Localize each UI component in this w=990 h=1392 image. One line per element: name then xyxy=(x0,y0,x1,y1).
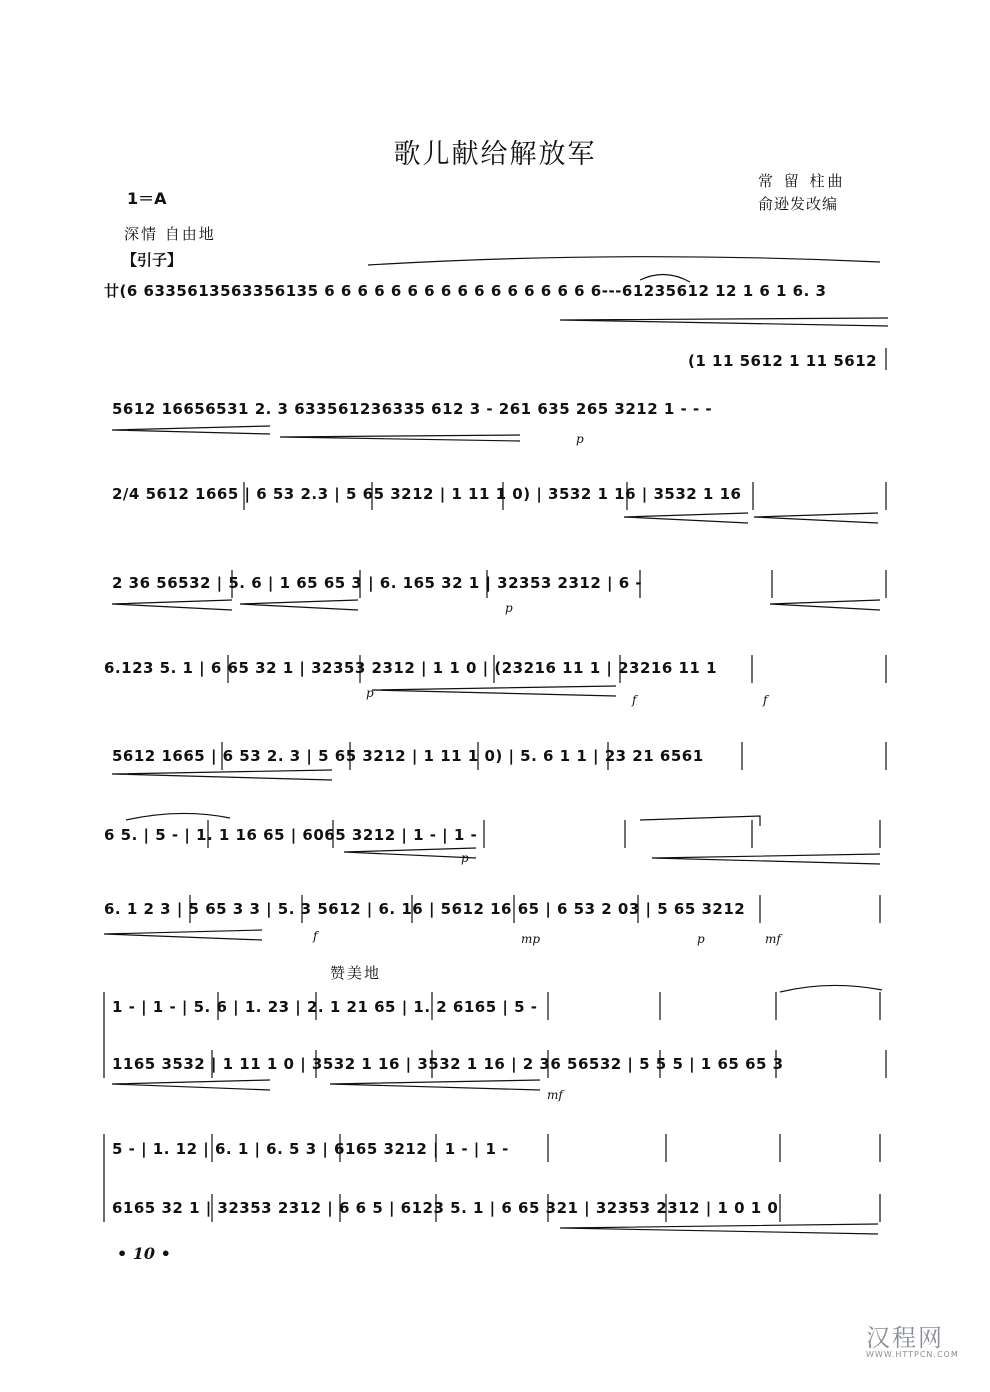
tempo-marking: 深情 自由地 xyxy=(124,225,216,243)
section-label: 【引子】 xyxy=(122,251,183,269)
music-line-10-lower: 6165 32 1 | 32353 2312 | 6 6 5 | 6123 5. 1 | 6 65 321 | 32353 2312 | 1 0 1 0 xyxy=(112,1199,779,1217)
tie-slur xyxy=(640,274,690,282)
dynamic-mark: mp xyxy=(521,932,541,946)
dynamic-mark: p xyxy=(366,686,374,700)
composer-credit: 常 留 柱曲 xyxy=(758,172,846,190)
hairpin xyxy=(624,513,748,523)
music-line-2-prelude: (1 11 5612 1 11 5612 xyxy=(688,352,878,370)
hairpin xyxy=(240,600,358,610)
hairpin xyxy=(330,1080,540,1090)
page-number: • 10 • xyxy=(117,1244,171,1263)
dynamic-mark: p xyxy=(697,932,705,946)
phrase-slur xyxy=(368,257,880,265)
hairpin xyxy=(104,930,262,940)
hairpin xyxy=(112,1080,270,1090)
page-title: 歌儿献给解放军 xyxy=(393,139,597,170)
watermark-logo: 汉程网 xyxy=(866,1324,944,1352)
music-line-3: 2/4 5612 1665 | 6 53 2.3 | 5 65 3212 | 1 11 1 0) | 3532 1 16 | 3532 1 16 xyxy=(112,485,742,503)
dynamic-mark: f xyxy=(763,693,768,707)
dynamic-mark: mf xyxy=(547,1088,563,1102)
hairpin xyxy=(372,686,616,696)
tie-slur xyxy=(780,985,882,992)
dynamic-mark: p xyxy=(505,601,513,615)
music-line-1: 廿(6 6335613563356135 6 6 6 6 6 6 6 6 6 6 6 6 6 6 6 6 6---61235612 12 1 6 1 6. 3 xyxy=(104,282,827,300)
hairpin xyxy=(560,318,888,326)
hairpin xyxy=(560,1224,878,1234)
music-line-7: 6 5. | 5 - | 1. 1 16 65 | 6065 3212 | 1 - | 1 - xyxy=(104,826,478,844)
dynamic-mark: p xyxy=(461,851,469,865)
hairpin xyxy=(652,854,880,864)
hairpin xyxy=(280,435,520,441)
music-line-8: 6. 1 2 3 | 5 65 3 3 | 5. 3 5612 | 6. 16 | 5612 16 65 | 6 53 2 03 | 5 65 3212 xyxy=(104,900,746,918)
dynamic-mark: mf xyxy=(765,932,781,946)
hairpin xyxy=(344,848,476,858)
hairpin xyxy=(112,426,270,434)
key-signature: 1＝A xyxy=(127,189,167,208)
bracket xyxy=(640,816,760,826)
tie-slur xyxy=(126,813,230,820)
music-line-6: 5612 1665 | 6 53 2. 3 | 5 65 3212 | 1 11 1 0) | 5. 6 1 1 | 23 21 6561 xyxy=(112,747,704,765)
music-line-4: 2 36 56532 | 5. 6 | 1 65 65 3 | 6. 165 32 1 | 32353 2312 | 6 - xyxy=(112,574,643,592)
dynamic-mark: f xyxy=(632,693,637,707)
music-line-10-upper: 5 - | 1. 12 | 6. 1 | 6. 5 3 | 6165 3212 | 1 - | 1 - xyxy=(112,1140,509,1158)
music-line-9-lower: 1165 3532 | 1 11 1 0 | 3532 1 16 | 3532 1 16 | 2 36 56532 | 5 5 5 | 1 65 65 3 xyxy=(112,1055,784,1073)
hairpin xyxy=(112,600,232,610)
music-line-2: 5612 16656531 2. 3 633561236335 612 3 - 261 635 265 3212 1 - - - xyxy=(112,400,713,418)
dynamic-mark: p xyxy=(576,432,584,446)
hairpin xyxy=(754,513,878,523)
hairpin xyxy=(770,600,880,610)
arranger-credit: 俞逊发改编 xyxy=(758,195,839,213)
hairpin xyxy=(112,770,332,780)
dynamic-mark: f xyxy=(313,929,318,943)
expression-marking: 赞美地 xyxy=(330,964,382,982)
music-line-9-upper: 1 - | 1 - | 5. 6 | 1. 23 | 2. 1 21 65 | 1. 2 6165 | 5 - xyxy=(112,998,538,1016)
watermark-site: WWW.HTTPCN.COM xyxy=(866,1350,959,1359)
music-line-5: 6.123 5. 1 | 6 65 32 1 | 32353 2312 | 1 1 0 | (23216 11 1 | 23216 11 1 xyxy=(104,659,718,677)
